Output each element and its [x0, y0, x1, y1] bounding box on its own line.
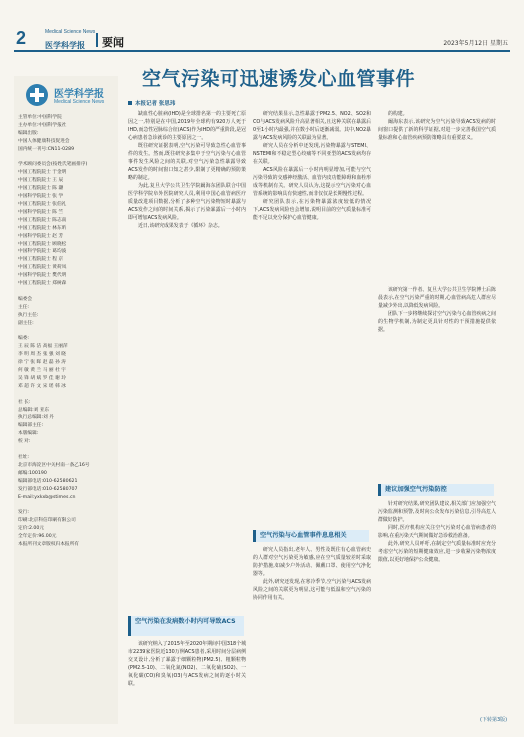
masthead-line: 主管单位:中国科学院	[18, 115, 62, 120]
masthead-line: 中国工程院院士 陈志南	[18, 217, 67, 223]
subheading-1: 空气污染在发病数小时内可导致ACS	[128, 616, 244, 636]
masthead-sidebar	[14, 76, 118, 724]
masthead-line: 中国工程院院士 黄荷凤	[18, 265, 67, 271]
body-paragraph: 此外,研究还发现,在寒冷季节,空气污染与ACS发病风险之间的关联更为明显,这可能与低温和空气污染的协同作用有关。	[253, 579, 371, 601]
masthead-line: 中国科学院院士 张 学	[18, 194, 64, 200]
masthead-line: 中国科学院院士 樊代明	[18, 273, 67, 279]
body-column-3-lower	[378, 500, 496, 712]
masthead-line: 国内统一刊号:CN11-0289	[18, 146, 75, 152]
masthead-line: 李 明 周 杰 张 强 刘 晓	[18, 352, 66, 358]
masthead-line: 中国科学院院士 陈 竺	[18, 209, 64, 215]
masthead-line: E-mail:yxkxb@stimes.cn	[18, 494, 76, 500]
masthead-line: 中国工程院院士 顾晓松	[18, 241, 67, 247]
page-number: 2	[16, 28, 27, 48]
masthead-line: 中国工程院院士 于金明	[18, 170, 67, 176]
masthead-line: 编委:	[18, 336, 29, 342]
masthead-line: 全年定价:96.00元	[18, 534, 57, 540]
body-column-3	[378, 110, 496, 286]
masthead-line: 北京市海淀区中关村南一条乙16号	[18, 462, 90, 468]
masthead-line: 执行主任:	[18, 312, 39, 318]
body-paragraph: 为此,复旦大学公共卫生学院阚海东团队联合中国医学科学院阜外医院研究人员,利用中国心血管病医疗质量改进项目数据,分析了多种空气污染物短时暴露与ACS发作之间的时间关系,揭示了污染暴露后一小时内即可增加ACS发病风险。	[128, 183, 246, 221]
body-paragraph: 的构建。	[388, 111, 408, 117]
cross-logo-icon	[26, 84, 48, 106]
masthead-line: 中国人体健康科技促进会	[18, 138, 70, 144]
section-name: 要闻	[102, 36, 124, 49]
body-paragraph: 该研究第一作者、复旦大学公共卫生学院博士后陈晨表示,在空气污染严重的时期,心血管病高危人群应尽量减少外出,以降低发病风险。	[378, 287, 496, 309]
continued-note: (下转第3版)	[480, 717, 508, 723]
masthead-line: 中国工程院院士 程 京	[18, 257, 64, 263]
header-divider	[96, 33, 98, 47]
brand-english: Medical Science News	[45, 29, 96, 35]
body-paragraph: 研究结果显示,急性暴露于PM2.5、NO2、SO2和CO与ACS发病风险升高显著相关,且这种关联在暴露后0至1小时内最强,并在数小时后逐渐减弱。其中,NO2暴露与ACS发病风险的关联最为显著。	[253, 111, 371, 141]
header-rule	[14, 50, 510, 52]
masthead-line	[18, 446, 90, 454]
masthead-line	[18, 288, 90, 296]
masthead-line	[18, 501, 90, 509]
body-paragraph: 该研究纳入了2015年至2020年期间中国318个城市2239家医院近130万例ACS患者,采用时间分层病例交叉设计,分析了暴露于细颗粒物(PM2.5)、粗颗粒物(PM2.5-10)、二氧化氮(NO2)、二氧化硫(SO2)、一氧化碳(CO)和臭氧(O3)与ACS发病之间的逐小时关联。	[128, 641, 246, 687]
body-column-1-lower	[128, 640, 246, 724]
body-paragraph: 阚海东表示,该研究为空气污染导致ACS发病的时间窗口提供了新的科学证据,对进一步完善我国空气质量标准和心血管疾病预防策略具有重要意义。	[378, 119, 496, 141]
masthead-line: 本版编辑:	[18, 431, 39, 437]
masthead-line: 副主任:	[18, 320, 34, 326]
masthead-line: 邮编:100190	[18, 470, 47, 476]
body-paragraph: 研究人员在分析中还发现,污染物暴露与STEMI、NSTEMI和不稳定型心绞痛等不同亚型的ACS发病均存在关联。	[253, 143, 371, 165]
body-column-1	[128, 110, 246, 230]
byline	[128, 99, 175, 107]
body-paragraph: ACS风险在暴露后一小时内明显增加,可能与空气污染导致的交感神经激活、血管内皮功能障碍和血栓形成等机制有关。研究人员认为,这提示空气污染对心血管系统的影响具有快速性,而非仅仅是长期慢性过程。	[253, 167, 371, 197]
masthead-line: 吴 锋 胡 斌 罗 佳 谢 玲	[18, 375, 66, 381]
headline: 空气污染可迅速诱发心血管事件	[142, 68, 416, 90]
masthead-line: 中国工程院院士 郑树森	[18, 281, 67, 287]
masthead-line: 中国工程院院士 林东昕	[18, 225, 67, 231]
body-paragraph: 缺血性心脏病(IHD)是全球排名第一的主要死亡原因之一,特别是在中国,2019年全球约有920万人死于IHD,而急性冠脉综合征(ACS)作为IHD的严重阶段,是冠心病患者急诊就诊的主要原因之一。	[128, 111, 246, 141]
masthead-line: 总编辑:刘 亚东	[18, 407, 50, 413]
masthead-line: 编辑出版:	[18, 130, 39, 136]
masthead-line: 主任:	[18, 304, 29, 310]
body-paragraph: 研究人员指出,老年人、男性及既往有心血管病史的人群对空气污染更为敏感,应在空气质量较差时采取防护措施,如减少户外活动、佩戴口罩、使用空气净化器等。	[253, 547, 371, 577]
body-paragraph: 针对研究结果,研究团队建议,相关部门应加强空气污染监测和预警,及时向公众发布污染信息,引导高危人群做好防护。	[378, 501, 496, 523]
masthead-line: 主办单位:中国科学报社	[18, 122, 67, 128]
page-header	[0, 0, 524, 56]
body-column-2	[253, 110, 371, 510]
masthead-title: 医学科学报	[54, 89, 104, 100]
masthead-line: 中国科学院院士 葛均波	[18, 249, 67, 255]
masthead-line: 徐 宁 张 晖 赵 磊 孙 涛	[18, 360, 66, 366]
masthead-line: 中国工程院院士 陈 灏	[18, 186, 64, 192]
masthead-english: Medical Science News	[54, 99, 105, 105]
masthead-line: 印刷:北京科信印刷有限公司	[18, 518, 76, 524]
brand-chinese: 医学科学报	[45, 40, 85, 50]
body-paragraph: 同时,医疗机构应关注空气污染对心血管病患者的影响,在重污染天气期间做好急诊救治准备。	[378, 525, 496, 539]
masthead-line: 发行:	[18, 510, 29, 516]
masthead-info	[18, 114, 90, 549]
byline-text: 本报记者 张思玮	[135, 101, 176, 107]
masthead-line: 发行部电话:010-62580707	[18, 486, 78, 492]
masthead-line: 社 长:	[18, 399, 31, 405]
masthead-line	[18, 391, 90, 399]
issue-date: 2023年5月12日 星期五	[443, 40, 508, 47]
masthead-line: 本报所刊文章版权归本报所有	[18, 541, 79, 547]
masthead-line: 学术顾问委员会(按姓氏笔画排序)	[18, 162, 88, 168]
body-paragraph: 研究团队表示,在污染物暴露浓度较低的情况下,ACS发病风险也会增加,说明目前的空气质量标准可能不足以充分保护心血管健康。	[253, 199, 371, 221]
masthead-line: 中国科学院院士 赵 芳	[18, 233, 64, 239]
masthead-line: 邓 超 许 文 宋 瑶 韩 冰	[18, 383, 66, 389]
subheading-3: 建议加强空气污染防控	[378, 484, 494, 496]
masthead-line: 执行总编辑:刘 丹	[18, 415, 54, 421]
masthead-line: 中国工程院院士 张伯礼	[18, 201, 67, 207]
body-paragraph: 近日,该研究成果发表于《循环》杂志。	[138, 223, 223, 229]
body-paragraph: 既往研究证据表明,空气污染可导致急性心血管事件的发生。然而,既往研究多集中于空气污染与心血管事件发生风险之间的关联,对空气污染急性暴露导致ACS发作的时间窗口知之甚少,限制了更精确的预防策略的制定。	[128, 143, 246, 181]
masthead-line: 社址:	[18, 454, 29, 460]
masthead-line: 编辑部电话:010-62580621	[18, 478, 78, 484]
body-column-3-mid	[378, 286, 496, 476]
masthead-line: 校 对:	[18, 439, 31, 445]
subheading-2: 空气污染与心血管事件息息相关	[253, 530, 369, 542]
masthead-line	[18, 327, 90, 335]
masthead-line: 编辑部主任:	[18, 423, 44, 429]
body-column-2-lower	[253, 546, 371, 724]
body-paragraph: 团队下一步将继续探讨空气污染与心血管疾病之间的生物学机制,为制定更具针对性的干预措施提供依据。	[378, 311, 496, 333]
body-paragraph: 此外,研究人员呼吁,在制定空气质量标准时应充分考虑空气污染的短期健康效应,进一步收紧污染物浓度限值,以更好地保护公众健康。	[378, 541, 496, 563]
masthead-line: 何 敏 黄 兰 马 丽 杜 宇	[18, 368, 66, 373]
masthead-line: 定价:2.00元	[18, 526, 45, 532]
masthead-line: 王 辰 陈 洁 高福 王丽萍	[18, 344, 68, 350]
masthead-line: 中国工程院院士 王 辰	[18, 178, 64, 184]
byline-marker-icon	[128, 101, 132, 105]
masthead-line	[18, 154, 90, 162]
masthead-line: 编委会	[18, 296, 33, 302]
